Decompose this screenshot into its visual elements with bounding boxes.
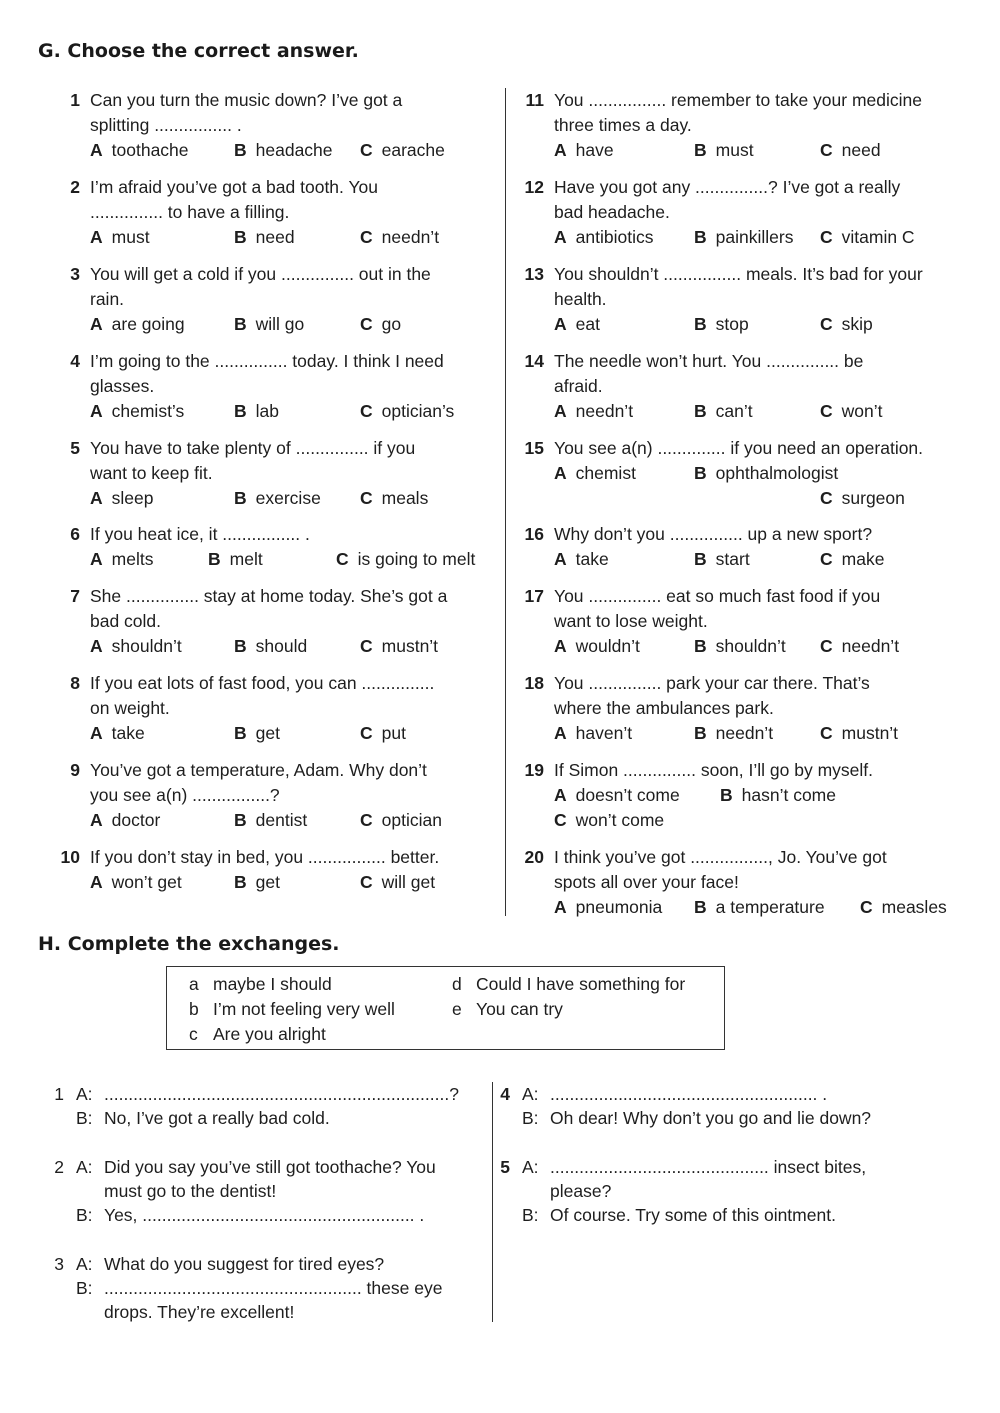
option-letter: B bbox=[694, 140, 707, 160]
option-c[interactable] bbox=[360, 312, 401, 337]
option-letter: A bbox=[554, 314, 567, 334]
option-letter: B bbox=[694, 723, 707, 743]
option-text: antibiotics bbox=[575, 227, 654, 247]
option-c[interactable] bbox=[360, 138, 445, 163]
option-text: take bbox=[111, 723, 145, 743]
option-text: melts bbox=[111, 549, 154, 569]
option-text: shouldn’t bbox=[111, 636, 182, 656]
option-letter: B bbox=[694, 636, 707, 656]
question-text: three times a day. bbox=[554, 115, 692, 135]
option-letter: A bbox=[554, 897, 567, 917]
option-letter: B bbox=[720, 785, 733, 805]
question-number: 17 bbox=[524, 586, 544, 606]
option-letter: B bbox=[694, 897, 707, 917]
option-a[interactable] bbox=[90, 870, 182, 895]
phrase-text: Are you alright bbox=[213, 1024, 326, 1044]
option-text: ophthalmologist bbox=[715, 463, 839, 483]
section-g-column-divider bbox=[505, 88, 506, 916]
option-text: haven’t bbox=[575, 723, 633, 743]
option-text: shouldn’t bbox=[715, 636, 786, 656]
option-text: exercise bbox=[255, 488, 321, 508]
option-letter: A bbox=[554, 401, 567, 421]
option-b[interactable] bbox=[208, 547, 263, 572]
option-letter: A bbox=[90, 723, 103, 743]
option-c[interactable] bbox=[360, 486, 428, 511]
question-number: 18 bbox=[524, 673, 544, 693]
option-letter: B bbox=[234, 872, 247, 892]
option-letter: B bbox=[234, 636, 247, 656]
option-a[interactable] bbox=[554, 225, 653, 250]
dialogue-line: Oh dear! Why don’t you go and lie down? bbox=[550, 1108, 872, 1128]
phrase-text: I’m not feeling very well bbox=[213, 999, 395, 1019]
option-text: make bbox=[841, 549, 885, 569]
question-text: bad headache. bbox=[554, 202, 670, 222]
question-text: where the ambulances park. bbox=[554, 698, 774, 718]
option-letter: A bbox=[554, 636, 567, 656]
option-text: is going to melt bbox=[357, 549, 476, 569]
option-a[interactable] bbox=[554, 399, 633, 424]
option-letter: C bbox=[554, 810, 567, 830]
question-number: 15 bbox=[524, 438, 544, 458]
question-number: 9 bbox=[70, 760, 80, 780]
option-b[interactable] bbox=[694, 225, 793, 250]
option-a[interactable] bbox=[90, 721, 145, 746]
option-a[interactable] bbox=[554, 547, 609, 572]
phrase-choice-a bbox=[189, 972, 332, 997]
option-text: get bbox=[255, 872, 280, 892]
phrase-choice-d bbox=[452, 972, 685, 997]
option-a[interactable] bbox=[554, 461, 636, 486]
option-text: can’t bbox=[715, 401, 753, 421]
option-letter: C bbox=[360, 140, 373, 160]
phrase-text: You can try bbox=[476, 999, 563, 1019]
phrase-letter: e bbox=[452, 999, 462, 1019]
question-number: 6 bbox=[70, 524, 80, 544]
option-c[interactable] bbox=[860, 895, 947, 920]
dialogue-line: Did you say you’ve still got toothache? You bbox=[104, 1157, 436, 1177]
option-letter: B bbox=[694, 463, 707, 483]
question-text: I think you’ve got ................, Jo. You’ve got bbox=[554, 847, 887, 867]
option-letter: A bbox=[90, 401, 103, 421]
option-text: headache bbox=[255, 140, 333, 160]
exchange-number: 5 bbox=[500, 1157, 510, 1177]
option-c[interactable] bbox=[336, 547, 475, 572]
option-text: will go bbox=[255, 314, 305, 334]
option-b[interactable] bbox=[234, 721, 280, 746]
option-a[interactable] bbox=[90, 486, 153, 511]
dialogue-line: What do you suggest for tired eyes? bbox=[104, 1254, 385, 1274]
question-text: health. bbox=[554, 289, 607, 309]
exchange-number: 2 bbox=[54, 1157, 64, 1177]
option-text: needn’t bbox=[381, 227, 440, 247]
option-letter: C bbox=[820, 227, 833, 247]
question-text: You ............... park your car there. That’s bbox=[554, 673, 870, 693]
question-number: 19 bbox=[524, 760, 544, 780]
dialogue-line: must go to the dentist! bbox=[104, 1181, 277, 1201]
option-a[interactable] bbox=[90, 225, 150, 250]
speaker-label: A: bbox=[522, 1084, 539, 1104]
option-text: needn’t bbox=[841, 636, 900, 656]
option-c[interactable] bbox=[820, 547, 884, 572]
option-letter: A bbox=[554, 549, 567, 569]
dialogue-line[interactable]: ....................................................... . bbox=[550, 1084, 828, 1104]
option-letter: C bbox=[820, 140, 833, 160]
option-letter: C bbox=[360, 227, 373, 247]
exchange-number: 1 bbox=[54, 1084, 64, 1104]
option-text: painkillers bbox=[715, 227, 794, 247]
option-a[interactable] bbox=[554, 634, 640, 659]
option-text: wouldn’t bbox=[575, 636, 640, 656]
option-letter: B bbox=[234, 227, 247, 247]
option-a[interactable] bbox=[554, 312, 600, 337]
option-b[interactable] bbox=[234, 225, 295, 250]
option-b[interactable] bbox=[694, 895, 825, 920]
option-letter: C bbox=[820, 636, 833, 656]
option-letter: B bbox=[208, 549, 221, 569]
dialogue-line: No, I’ve got a really bad cold. bbox=[104, 1108, 330, 1128]
question-text: bad cold. bbox=[90, 611, 162, 631]
option-letter: A bbox=[90, 872, 103, 892]
dialogue-line: drops. They’re excellent! bbox=[104, 1302, 295, 1322]
question-text: You will get a cold if you ............... out in the bbox=[90, 264, 431, 284]
option-b[interactable] bbox=[234, 870, 280, 895]
option-letter: B bbox=[694, 401, 707, 421]
phrase-choice-b bbox=[189, 997, 395, 1022]
option-a[interactable] bbox=[90, 399, 184, 424]
option-text: won’t get bbox=[111, 872, 182, 892]
option-text: get bbox=[255, 723, 280, 743]
option-text: melt bbox=[229, 549, 263, 569]
option-a[interactable] bbox=[90, 138, 189, 163]
option-text: will get bbox=[381, 872, 436, 892]
speaker-label: A: bbox=[76, 1254, 93, 1274]
option-c[interactable] bbox=[820, 225, 915, 250]
option-a[interactable] bbox=[554, 783, 680, 808]
option-letter: C bbox=[820, 401, 833, 421]
question-text: on weight. bbox=[90, 698, 170, 718]
speaker-label: B: bbox=[76, 1108, 93, 1128]
option-letter: A bbox=[554, 723, 567, 743]
option-text: chemist bbox=[575, 463, 636, 483]
option-letter: C bbox=[820, 549, 833, 569]
question-text: The needle won’t hurt. You ............... be bbox=[554, 351, 864, 371]
option-c[interactable] bbox=[360, 808, 442, 833]
phrase-choice-c bbox=[189, 1022, 326, 1047]
question-text: You ................ remember to take your medicine bbox=[554, 90, 922, 110]
option-letter: C bbox=[860, 897, 873, 917]
question-number: 1 bbox=[70, 90, 80, 110]
option-c[interactable] bbox=[360, 399, 454, 424]
option-a[interactable] bbox=[554, 721, 632, 746]
option-c[interactable] bbox=[820, 486, 905, 511]
option-letter: A bbox=[90, 549, 103, 569]
option-text: doctor bbox=[111, 810, 161, 830]
question-text: Why don’t you ............... up a new sport? bbox=[554, 524, 873, 544]
speaker-label: B: bbox=[76, 1278, 93, 1298]
question-number: 20 bbox=[524, 847, 544, 867]
speaker-label: A: bbox=[76, 1157, 93, 1177]
section-h-title: H. Complete the exchanges. bbox=[38, 933, 340, 955]
question-number: 8 bbox=[70, 673, 80, 693]
phrase-letter: d bbox=[452, 974, 462, 994]
option-text: have bbox=[575, 140, 614, 160]
option-letter: A bbox=[554, 463, 567, 483]
option-text: meals bbox=[381, 488, 429, 508]
question-text: I’m afraid you’ve got a bad tooth. You bbox=[90, 177, 378, 197]
option-text: hasn’t come bbox=[741, 785, 836, 805]
option-letter: C bbox=[820, 488, 833, 508]
option-letter: B bbox=[234, 810, 247, 830]
option-b[interactable] bbox=[234, 634, 307, 659]
question-text: You see a(n) .............. if you need an operation. bbox=[554, 438, 924, 458]
option-c[interactable] bbox=[360, 634, 438, 659]
exchange-number: 4 bbox=[500, 1084, 510, 1104]
option-text: optician’s bbox=[381, 401, 455, 421]
phrase-letter: a bbox=[189, 974, 199, 994]
phrase-text: Could I have something for bbox=[476, 974, 686, 994]
option-b[interactable] bbox=[720, 783, 836, 808]
phrase-text: maybe I should bbox=[213, 974, 332, 994]
section-h-column-divider bbox=[492, 1082, 493, 1322]
option-letter: A bbox=[90, 488, 103, 508]
option-letter: B bbox=[694, 314, 707, 334]
question-text: rain. bbox=[90, 289, 125, 309]
option-text: won’t come bbox=[575, 810, 665, 830]
option-text: mustn’t bbox=[841, 723, 899, 743]
option-a[interactable] bbox=[90, 808, 160, 833]
question-text: You ............... eat so much fast food if you bbox=[554, 586, 881, 606]
option-b[interactable] bbox=[234, 486, 321, 511]
question-text: If you don’t stay in bed, you ................ better. bbox=[90, 847, 440, 867]
dialogue-line[interactable]: Yes, ........................................................ . bbox=[104, 1205, 425, 1225]
option-text: dentist bbox=[255, 810, 308, 830]
question-number: 2 bbox=[70, 177, 80, 197]
option-text: needn’t bbox=[575, 401, 634, 421]
option-letter: B bbox=[234, 140, 247, 160]
option-letter: A bbox=[554, 227, 567, 247]
option-letter: A bbox=[90, 314, 103, 334]
exchange-number: 3 bbox=[54, 1254, 64, 1274]
option-letter: C bbox=[360, 314, 373, 334]
speaker-label: A: bbox=[522, 1157, 539, 1177]
option-a[interactable] bbox=[554, 138, 614, 163]
option-b[interactable] bbox=[234, 312, 304, 337]
question-text: want to lose weight. bbox=[554, 611, 708, 631]
option-text: must bbox=[715, 140, 754, 160]
option-c[interactable] bbox=[360, 721, 406, 746]
option-b[interactable] bbox=[234, 138, 333, 163]
option-b[interactable] bbox=[694, 634, 786, 659]
question-text: you see a(n) ................? bbox=[90, 785, 280, 805]
option-letter: A bbox=[90, 810, 103, 830]
question-text: splitting ................ . bbox=[90, 115, 242, 135]
question-text: I’m going to the ............... today. I think I need bbox=[90, 351, 444, 371]
question-number: 4 bbox=[70, 351, 80, 371]
option-letter: C bbox=[336, 549, 349, 569]
option-letter: B bbox=[234, 723, 247, 743]
dialogue-line: Of course. Try some of this ointment. bbox=[550, 1205, 836, 1225]
section-g-title: G. Choose the correct answer. bbox=[38, 40, 359, 62]
option-text: toothache bbox=[111, 140, 189, 160]
option-text: need bbox=[255, 227, 295, 247]
option-b[interactable] bbox=[694, 721, 773, 746]
phrase-choice-e bbox=[452, 997, 563, 1022]
option-a[interactable] bbox=[90, 634, 182, 659]
option-letter: C bbox=[360, 872, 373, 892]
question-text: If you heat ice, it ................ . bbox=[90, 524, 310, 544]
option-text: pneumonia bbox=[575, 897, 663, 917]
question-text: spots all over your face! bbox=[554, 872, 739, 892]
option-text: start bbox=[715, 549, 750, 569]
option-c[interactable] bbox=[820, 634, 899, 659]
speaker-label: B: bbox=[522, 1108, 539, 1128]
option-letter: C bbox=[360, 636, 373, 656]
option-b[interactable] bbox=[694, 138, 754, 163]
option-c[interactable] bbox=[820, 399, 883, 424]
option-letter: A bbox=[90, 636, 103, 656]
option-c[interactable] bbox=[554, 808, 664, 833]
option-a[interactable] bbox=[554, 895, 662, 920]
option-b[interactable] bbox=[694, 547, 750, 572]
question-number: 10 bbox=[60, 847, 80, 867]
option-text: needn’t bbox=[715, 723, 774, 743]
dialogue-line[interactable]: ..................................................... these eye bbox=[104, 1278, 443, 1298]
option-letter: C bbox=[360, 810, 373, 830]
option-c[interactable] bbox=[820, 721, 898, 746]
option-letter: C bbox=[360, 401, 373, 421]
option-letter: B bbox=[694, 227, 707, 247]
option-text: must bbox=[111, 227, 150, 247]
option-text: optician bbox=[381, 810, 442, 830]
option-b[interactable] bbox=[694, 312, 749, 337]
option-text: doesn’t come bbox=[575, 785, 680, 805]
option-letter: A bbox=[90, 140, 103, 160]
option-a[interactable] bbox=[90, 312, 185, 337]
option-letter: C bbox=[360, 723, 373, 743]
option-letter: B bbox=[234, 314, 247, 334]
question-text: glasses. bbox=[90, 376, 155, 396]
question-text: You shouldn’t ................ meals. It’s bad for your bbox=[554, 264, 923, 284]
option-letter: C bbox=[820, 723, 833, 743]
question-text: If you eat lots of fast food, you can ............... bbox=[90, 673, 435, 693]
question-text: You have to take plenty of ............... if you bbox=[90, 438, 416, 458]
option-letter: B bbox=[234, 401, 247, 421]
question-text: Can you turn the music down? I’ve got a bbox=[90, 90, 403, 110]
option-text: are going bbox=[111, 314, 185, 334]
option-a[interactable] bbox=[90, 547, 153, 572]
question-number: 7 bbox=[70, 586, 80, 606]
option-letter: B bbox=[694, 549, 707, 569]
option-text: measles bbox=[881, 897, 947, 917]
option-letter: A bbox=[554, 140, 567, 160]
option-letter: C bbox=[360, 488, 373, 508]
option-c[interactable] bbox=[360, 225, 439, 250]
option-letter: B bbox=[234, 488, 247, 508]
option-b[interactable] bbox=[234, 808, 307, 833]
option-text: sleep bbox=[111, 488, 154, 508]
option-text: chemist’s bbox=[111, 401, 185, 421]
option-text: go bbox=[381, 314, 402, 334]
question-text: ............... to have a filling. bbox=[90, 202, 290, 222]
speaker-label: B: bbox=[522, 1205, 539, 1225]
dialogue-line[interactable]: ............................................. insect bites, bbox=[550, 1157, 867, 1177]
phrase-box bbox=[166, 966, 725, 1050]
option-letter: A bbox=[90, 227, 103, 247]
dialogue-line: please? bbox=[550, 1181, 612, 1201]
dialogue-line[interactable]: .......................................................................? bbox=[104, 1084, 459, 1104]
option-text: skip bbox=[841, 314, 873, 334]
question-text: want to keep fit. bbox=[90, 463, 213, 483]
speaker-label: A: bbox=[76, 1084, 93, 1104]
option-text: need bbox=[841, 140, 881, 160]
option-b[interactable] bbox=[694, 399, 753, 424]
option-text: vitamin C bbox=[841, 227, 915, 247]
phrase-letter: c bbox=[189, 1024, 198, 1044]
option-text: surgeon bbox=[841, 488, 905, 508]
question-number: 13 bbox=[524, 264, 544, 284]
option-text: a temperature bbox=[715, 897, 825, 917]
question-text: Have you got any ...............? I’ve got a really bbox=[554, 177, 901, 197]
question-number: 3 bbox=[70, 264, 80, 284]
option-text: lab bbox=[255, 401, 279, 421]
option-text: won’t bbox=[841, 401, 883, 421]
option-text: earache bbox=[381, 140, 445, 160]
option-text: stop bbox=[715, 314, 749, 334]
question-text: afraid. bbox=[554, 376, 603, 396]
option-text: put bbox=[381, 723, 406, 743]
option-c[interactable] bbox=[820, 312, 873, 337]
question-number: 12 bbox=[524, 177, 544, 197]
question-text: She ............... stay at home today. She’s got a bbox=[90, 586, 448, 606]
option-letter: A bbox=[554, 785, 567, 805]
option-text: should bbox=[255, 636, 308, 656]
question-number: 14 bbox=[524, 351, 544, 371]
question-number: 5 bbox=[70, 438, 80, 458]
option-letter: C bbox=[820, 314, 833, 334]
option-b[interactable] bbox=[234, 399, 279, 424]
option-text: mustn’t bbox=[381, 636, 439, 656]
question-text: You’ve got a temperature, Adam. Why don’t bbox=[90, 760, 427, 780]
option-text: eat bbox=[575, 314, 600, 334]
question-number: 11 bbox=[525, 90, 544, 110]
question-number: 16 bbox=[524, 524, 544, 544]
question-text: If Simon ............... soon, I’ll go by myself. bbox=[554, 760, 873, 780]
option-c[interactable] bbox=[820, 138, 881, 163]
option-b[interactable] bbox=[694, 461, 838, 486]
phrase-letter: b bbox=[189, 999, 199, 1019]
option-text: take bbox=[575, 549, 609, 569]
option-c[interactable] bbox=[360, 870, 435, 895]
speaker-label: B: bbox=[76, 1205, 93, 1225]
